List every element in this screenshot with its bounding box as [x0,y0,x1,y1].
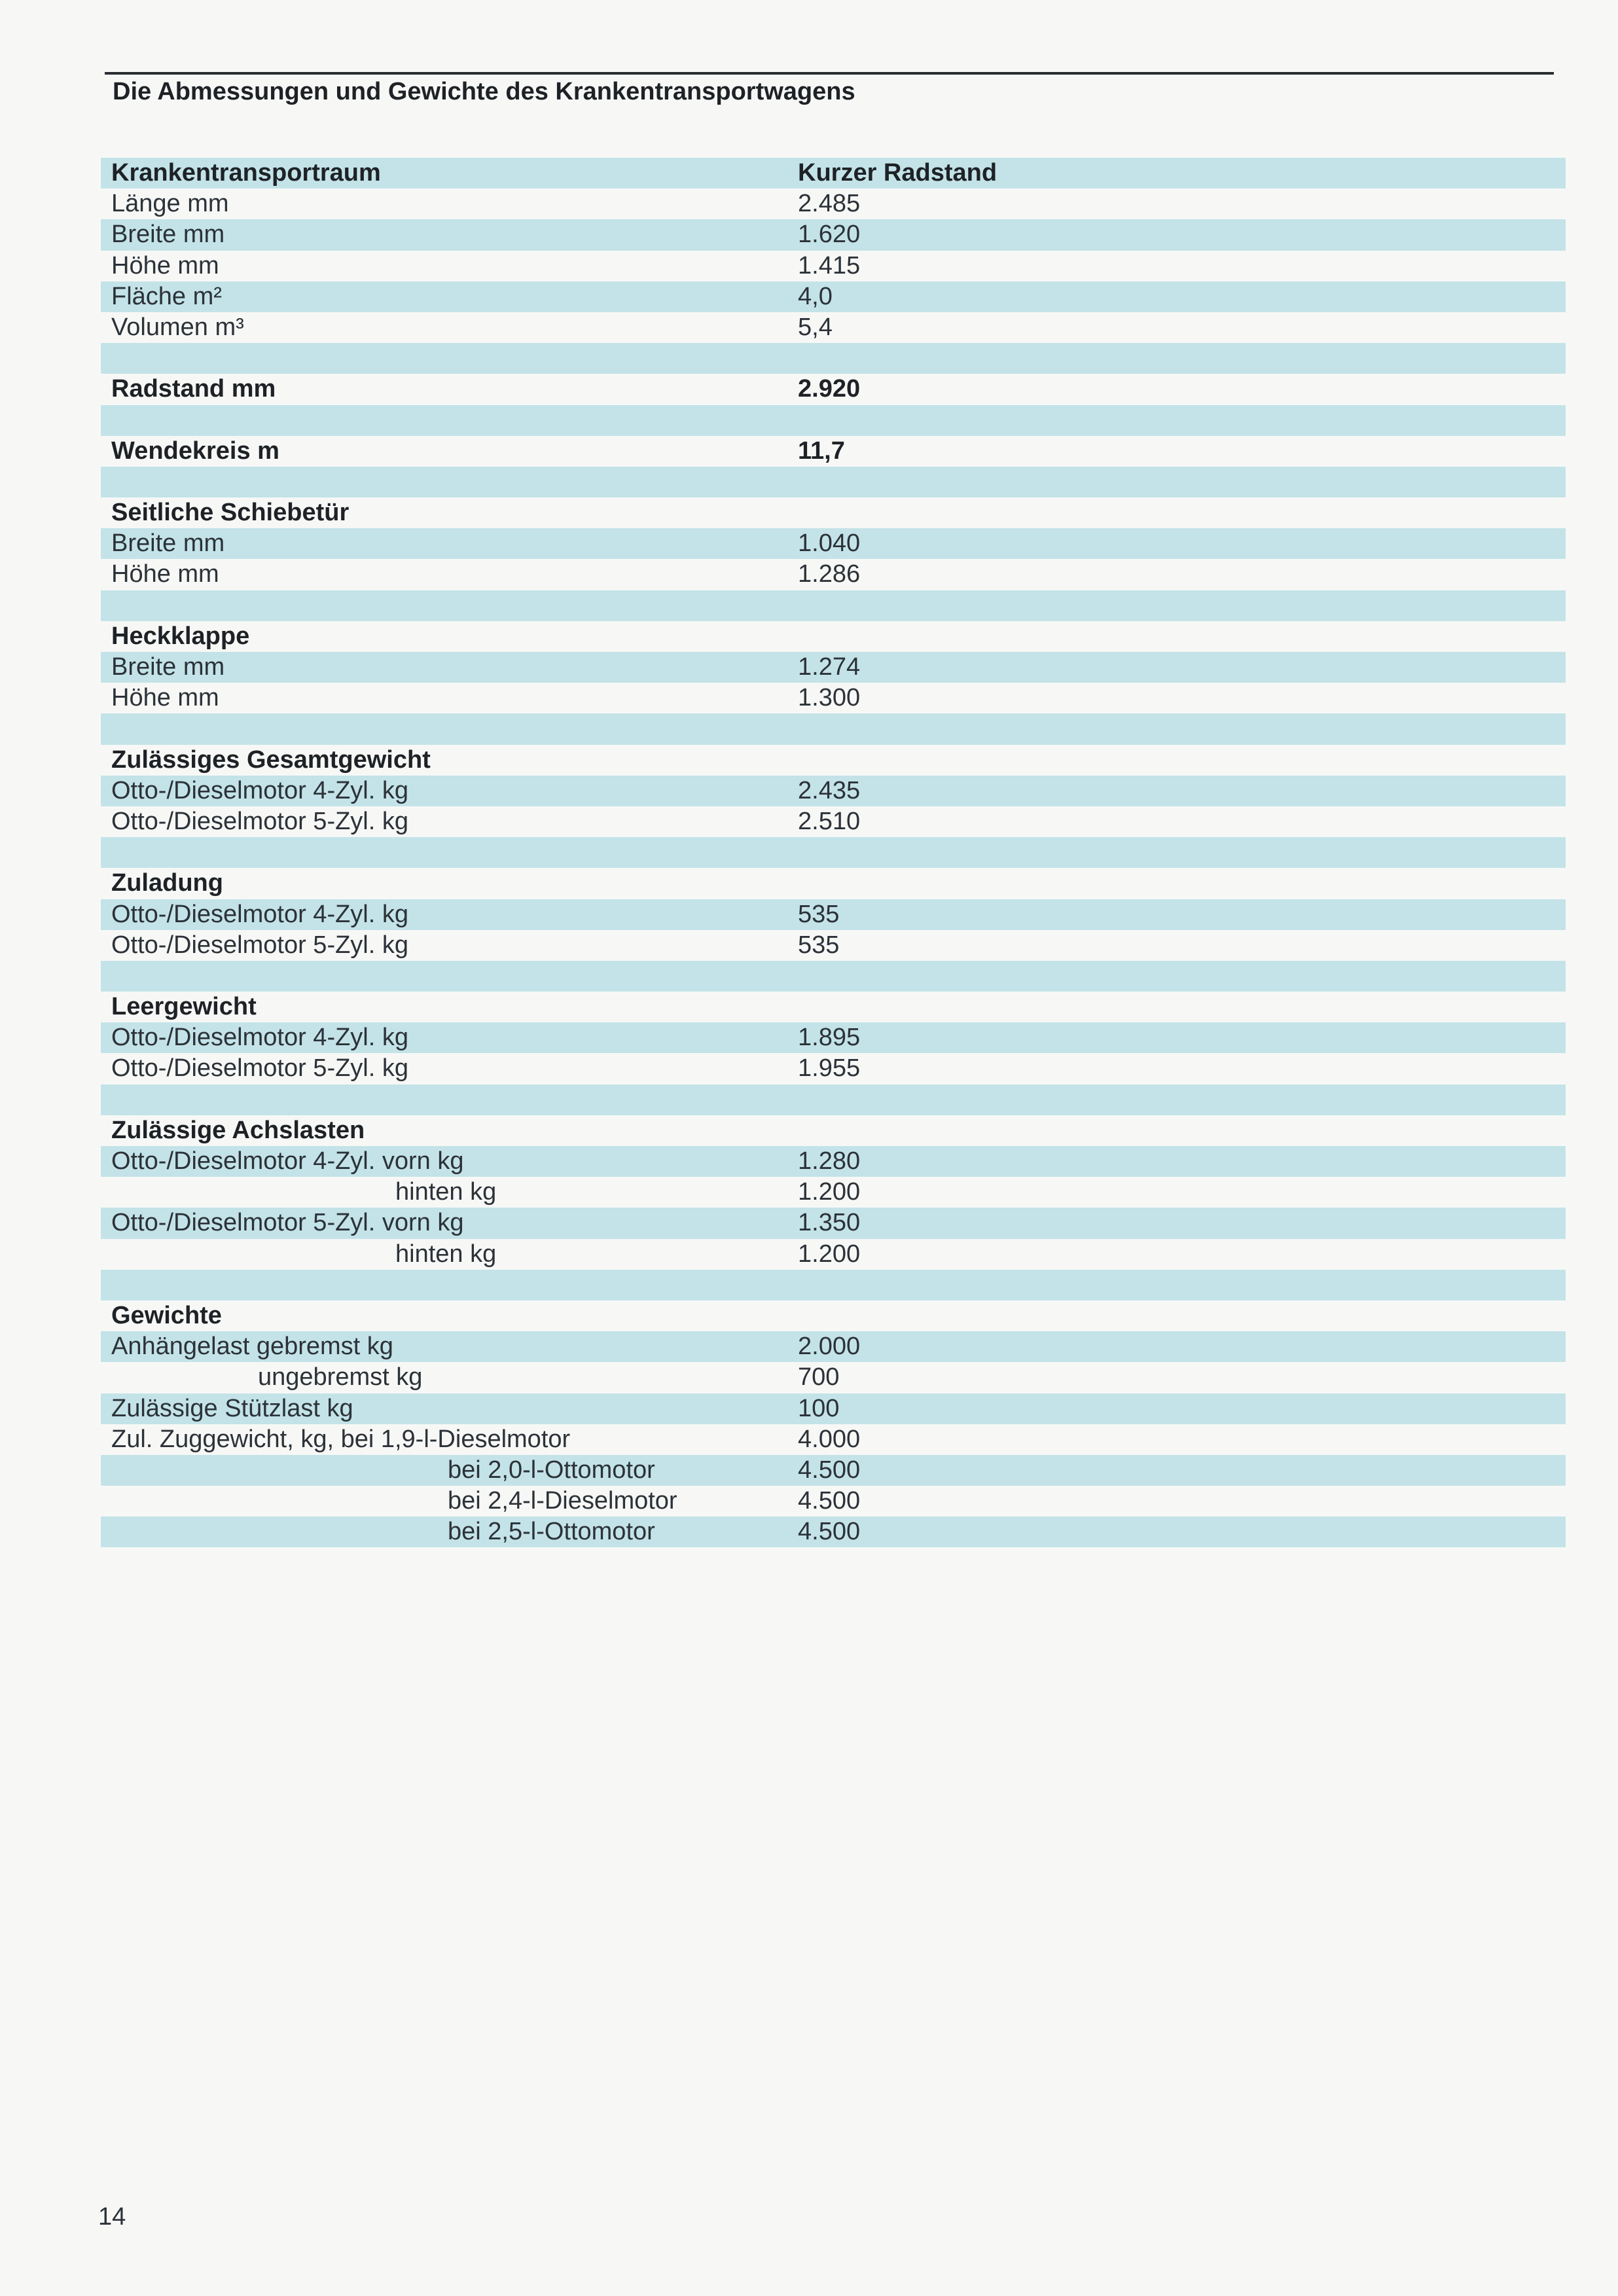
row-label: Breite mm [111,529,225,558]
row-value: 4.500 [798,1487,861,1515]
spacer-row [101,1270,1566,1300]
row-label: Höhe mm [111,684,219,712]
spacer-row [101,590,1566,621]
table-row [101,1331,1566,1362]
section-title: Radstand mm [111,375,276,403]
row-label: Anhängelast gebremst kg [111,1333,393,1361]
row-value: 535 [798,900,840,928]
table-row [101,1177,1566,1208]
row-label: bei 2,0-l-Ottomotor [448,1456,655,1484]
row-value: 1.280 [798,1147,861,1175]
row-label: Länge mm [111,190,229,218]
section-header-row [101,621,1566,652]
row-label: hinten kg [395,1178,497,1206]
row-value: 2.510 [798,807,861,835]
row-value: 1.274 [798,653,861,681]
table-row [101,1022,1566,1053]
row-value: 5,4 [798,313,833,341]
row-value: 1.415 [798,251,861,279]
table-row [101,528,1566,559]
section-header-row [101,497,1566,528]
spacer-row [101,1085,1566,1115]
spec-table [101,158,1566,1547]
table-row [101,312,1566,343]
table-row [101,251,1566,281]
table-row [101,1516,1566,1547]
table-row [101,1208,1566,1238]
row-value: 1.200 [798,1240,861,1268]
section-header-row [101,1115,1566,1146]
section-title: Heckklappe [111,622,250,650]
row-label: Breite mm [111,653,225,681]
row-label: Zulässige Stützlast kg [111,1394,353,1422]
table-row [101,281,1566,312]
table-row [101,652,1566,683]
table-row [101,1239,1566,1270]
spacer-row [101,405,1566,436]
row-value: 4.500 [798,1456,861,1484]
column-header: 2.920 [798,375,861,403]
row-label: Otto-/Dieselmotor 5-Zyl. vorn kg [111,1209,464,1237]
row-label: Otto-/Dieselmotor 4-Zyl. kg [111,900,408,928]
table-row [101,683,1566,713]
row-value: 1.895 [798,1024,861,1052]
table-row [101,1146,1566,1177]
section-title: Zulässige Achslasten [111,1116,365,1144]
row-label: Otto-/Dieselmotor 4-Zyl. vorn kg [111,1147,464,1175]
section-title: Wendekreis m [111,437,279,465]
section-header-row [101,374,1566,404]
section-header-row [101,745,1566,776]
row-label: Breite mm [111,221,225,249]
row-value: 1.955 [798,1054,861,1083]
row-label: hinten kg [395,1240,497,1268]
column-header: Kurzer Radstand [798,159,998,187]
spacer-row [101,837,1566,868]
row-value: 1.286 [798,560,861,588]
row-value: 1.200 [798,1178,861,1206]
section-title: Gewichte [111,1301,222,1329]
row-value: 2.000 [798,1333,861,1361]
row-value: 1.620 [798,221,861,249]
row-label: ungebremst kg [258,1363,423,1391]
table-row [101,188,1566,219]
row-value: 100 [798,1394,840,1422]
table-row [101,1393,1566,1424]
row-value: 700 [798,1363,840,1391]
row-value: 4.500 [798,1518,861,1546]
table-row [101,1455,1566,1486]
table-row [101,806,1566,837]
table-row [101,559,1566,590]
section-header-row [101,158,1566,188]
row-label: Otto-/Dieselmotor 5-Zyl. kg [111,1054,408,1083]
section-header-row [101,868,1566,899]
section-header-row [101,1300,1566,1331]
row-value: 2.435 [798,776,861,804]
row-value: 4.000 [798,1425,861,1453]
row-label: bei 2,5-l-Ottomotor [448,1518,655,1546]
table-row [101,219,1566,250]
row-label: bei 2,4-l-Dieselmotor [448,1487,677,1515]
column-header: 11,7 [798,437,845,465]
table-row [101,1362,1566,1393]
table-row [101,1053,1566,1084]
row-label: Otto-/Dieselmotor 5-Zyl. kg [111,931,408,959]
spacer-row [101,343,1566,374]
page-number: 14 [98,2203,126,2231]
section-title: Zulässiges Gesamtgewicht [111,745,431,774]
spacer-row [101,961,1566,992]
row-value: 4,0 [798,282,833,310]
section-title: Seitliche Schiebetür [111,499,350,527]
row-label: Höhe mm [111,251,219,279]
table-row [101,1486,1566,1516]
page-title: Die Abmessungen und Gewichte des Krankentransportwagens [113,78,855,105]
row-value: 1.350 [798,1209,861,1237]
table-row [101,1424,1566,1455]
spacer-row [101,713,1566,744]
spacer-row [101,467,1566,497]
row-label: Otto-/Dieselmotor 4-Zyl. kg [111,776,408,804]
section-title: Leergewicht [111,993,257,1021]
row-label: Volumen m³ [111,313,244,341]
section-title: Zuladung [111,869,223,897]
row-value: 535 [798,931,840,959]
row-label: Otto-/Dieselmotor 5-Zyl. kg [111,807,408,835]
table-row [101,930,1566,961]
row-label: Zul. Zuggewicht, kg, bei 1,9-l-Dieselmotor [111,1425,571,1453]
section-header-row [101,992,1566,1022]
section-title: Krankentransportraum [111,159,381,187]
row-value: 2.485 [798,190,861,218]
row-label: Höhe mm [111,560,219,588]
row-value: 1.300 [798,684,861,712]
table-row [101,776,1566,806]
table-row [101,899,1566,930]
row-value: 1.040 [798,529,861,558]
row-label: Fläche m² [111,282,222,310]
section-header-row [101,436,1566,467]
row-label: Otto-/Dieselmotor 4-Zyl. kg [111,1024,408,1052]
